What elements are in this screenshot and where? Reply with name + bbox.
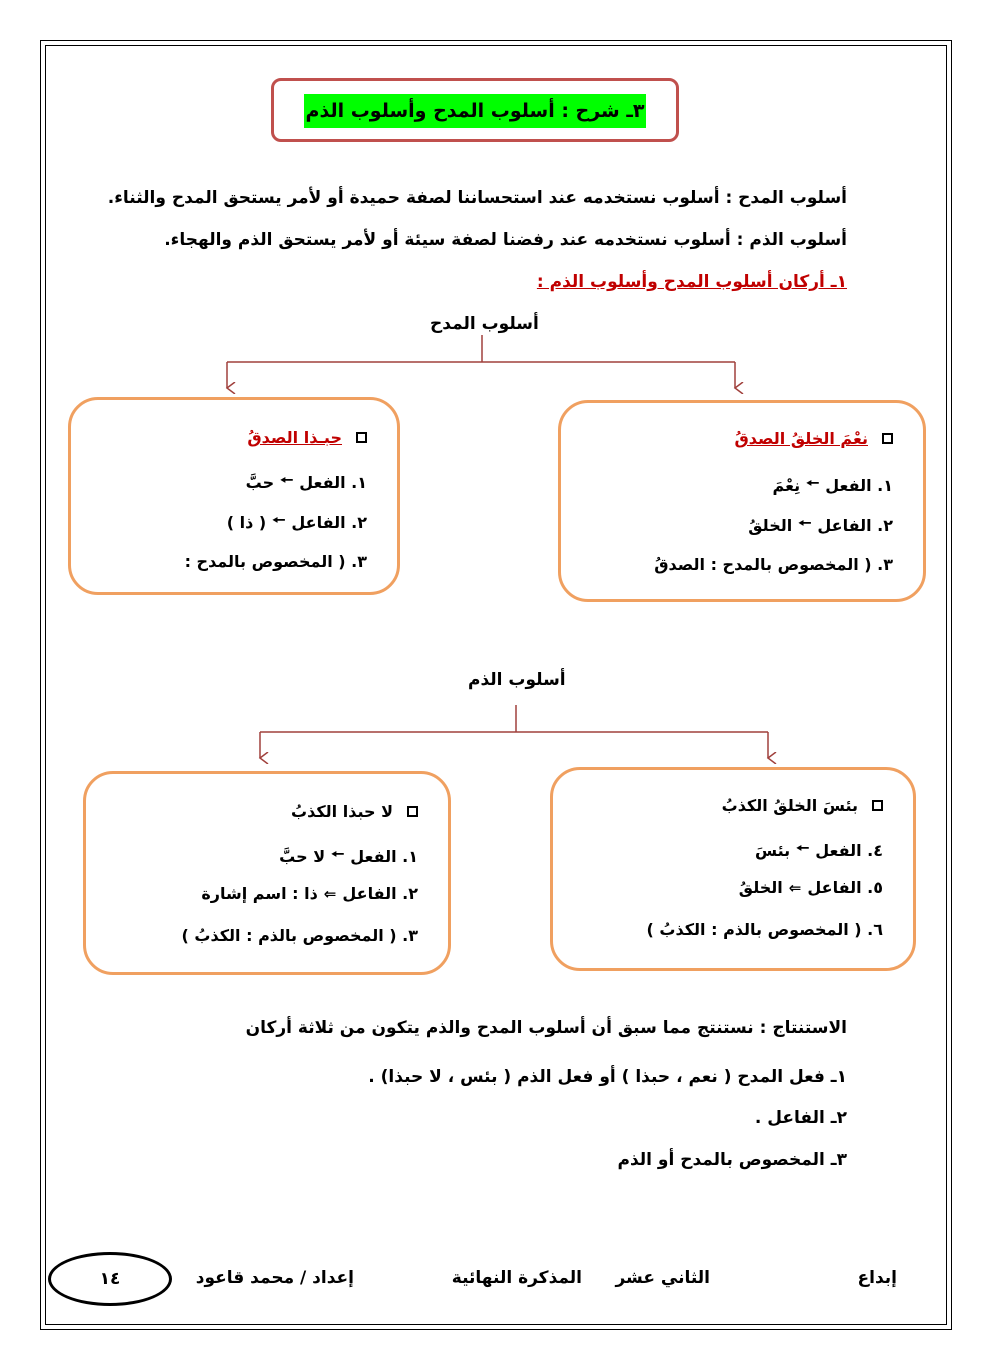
blame-left-box [83, 771, 451, 975]
blame-definition: أسلوب الذم : أسلوب نستخدمه عند رفضنا لصفة سيئة أو لأمر يستحق الذم والهجاء. [164, 230, 847, 250]
arrow-left-icon: 🠔 [331, 845, 345, 863]
praise-definition: أسلوب المدح : أسلوب نستخدمه عند استحساننا لصفة حميدة أو لأمر يستحق المدح والثناء. [107, 188, 847, 208]
praise-left-row-1 [246, 470, 367, 495]
praise-left-title: حبـذا الصدقُ [247, 428, 342, 447]
blame-right-row-3: ٦. ( المخصوص بالذم : الكذبُ ) [646, 920, 883, 939]
blame-left-row-1 [279, 844, 418, 869]
praise-left-row-3: ٣. ( المخصوص بالمدح : [184, 552, 367, 571]
praise-left-label-1: ١. الفعل [299, 473, 367, 492]
arrow-left-icon: 🠔 [272, 511, 286, 529]
blame-right-title: بئسَ الخلقُ الكذبُ [721, 796, 858, 815]
footer-author: إعداد / محمد قاعود [195, 1268, 354, 1288]
footer-memo: المذكرة النهائية [451, 1268, 582, 1288]
double-arrow-left-icon: ⇐ [323, 884, 337, 903]
praise-right-box [558, 400, 926, 602]
blame-left-value-1: لا حبَّ [279, 847, 326, 866]
blame-right-label-2: ٥. الفاعل [807, 878, 883, 897]
arrow-left-icon: 🠔 [280, 471, 294, 489]
checkbox-icon [882, 433, 893, 444]
praise-right-label-1: ١. الفعل [825, 476, 893, 495]
praise-left-value-1: حبَّ [245, 473, 275, 492]
blame-right-row-2 [739, 878, 883, 897]
checkbox-icon [872, 800, 883, 811]
blame-left-label-1: ١. الفعل [350, 847, 418, 866]
praise-left-label-2: ٢. الفاعل [291, 513, 367, 532]
praise-right-row-3: ٣. ( المخصوص بالمدح : الصدقُ [654, 555, 893, 574]
arrow-left-icon: 🠔 [806, 474, 820, 492]
arrow-left-icon: 🠔 [796, 839, 810, 857]
praise-left-box [68, 397, 400, 595]
blame-right-label-1: ٤. الفعل [815, 841, 883, 860]
blame-right-box [550, 767, 916, 971]
blame-right-row-1 [755, 838, 883, 863]
blame-left-row-3: ٣. ( المخصوص بالذم : الكذبُ ) [181, 926, 418, 945]
praise-right-value-1: نِعْمَ [772, 476, 801, 495]
praise-right-title-row [734, 429, 893, 448]
conclusion-item-1: ١ـ فعل المدح ( نعم ، حبذا ) أو فعل الذم ( بئس ، لا حبذا) . [368, 1067, 847, 1087]
checkbox-icon [407, 806, 418, 817]
blame-left-row-2 [201, 884, 418, 903]
conclusion-item-2: ٢ـ الفاعل . [754, 1108, 847, 1128]
arrow-left-icon: 🠔 [798, 514, 812, 532]
checkbox-icon [356, 432, 367, 443]
conclusion-item-3: ٣ـ المخصوص بالمدح أو الذم [617, 1150, 847, 1170]
double-arrow-left-icon: ⇐ [788, 878, 802, 897]
blame-left-title-row [291, 802, 418, 821]
praise-left-row-2 [227, 510, 367, 535]
blame-left-title: لا حبذا الكذبُ [291, 802, 393, 821]
praise-right-title: نعْمَ الخلقُ الصدقُ [734, 429, 868, 448]
blame-heading: أسلوب الذم [468, 670, 566, 690]
praise-heading: أسلوب المدح [430, 314, 539, 334]
praise-right-row-2 [748, 513, 893, 538]
praise-right-value-2: الخلقُ [748, 516, 793, 535]
praise-right-row-1 [773, 473, 893, 498]
blame-right-title-row [722, 796, 883, 815]
blame-left-value-2: ذا : اسم إشارة [201, 884, 318, 903]
blame-right-value-1: بئسَ [754, 841, 791, 860]
praise-left-value-2: ( ذا ) [226, 513, 267, 532]
page-number: ١٤ [99, 1269, 121, 1289]
blame-left-label-2: ٢. الفاعل [342, 884, 418, 903]
footer-grade: الثاني عشر [615, 1268, 710, 1288]
pillars-heading: ١ـ أركان أسلوب المدح وأسلوب الذم : [536, 272, 847, 292]
blame-right-value-2: الخلقُ [738, 878, 783, 897]
page-title: ٣ـ شرح : أسلوب المدح وأسلوب الذم [304, 94, 646, 128]
footer-creativity: إبداع [857, 1268, 897, 1288]
conclusion-intro: الاستنتاج : نستنتج مما سبق أن أسلوب المدح والذم يتكون من ثلاثة أركان [245, 1018, 847, 1038]
praise-left-title-row [247, 428, 367, 447]
praise-right-label-2: ٢. الفاعل [817, 516, 893, 535]
page-number-oval [48, 1252, 172, 1306]
